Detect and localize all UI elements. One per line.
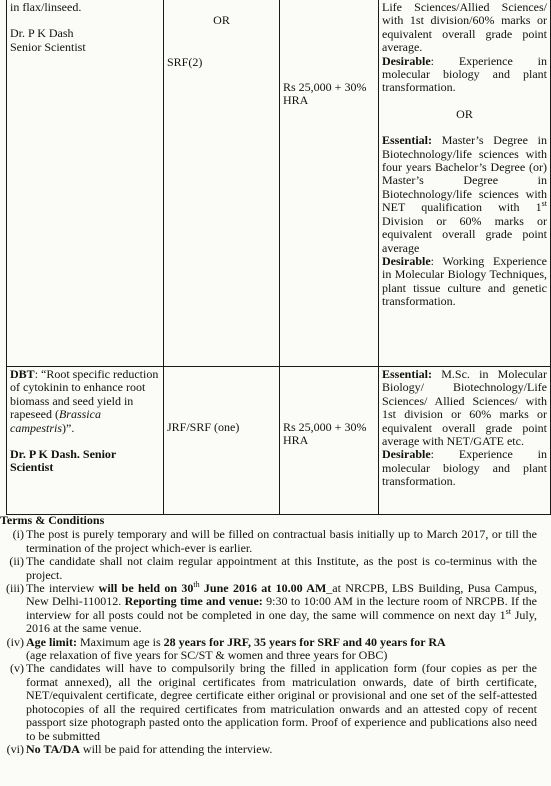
pay-value: Rs 25,000 + 30% HRA (283, 420, 367, 448)
superscript: th (193, 580, 200, 590)
desirable-text: : Experience in molecular biology and plant transformation. (382, 53, 547, 95)
qualification-cell (379, 367, 551, 515)
superscript: st (541, 199, 547, 209)
project-title: in flax/linseed. (10, 0, 82, 14)
superscript: st (505, 606, 511, 616)
term-number: (iv) (6, 634, 24, 649)
desirable-text: : Experience in molecular biology and plant transformation. (382, 447, 547, 489)
essential-text: M.Sc. in Molecular Biology/ Biotechnology/Life Sciences/ Allied Sciences/ with 1st division or 60% marks or equivalent overall grade point average with NET/GATE etc. (382, 367, 547, 449)
pi-role: Senior Scientist (10, 39, 86, 54)
pay-value: Rs 25,000 + 30% HRA (283, 80, 367, 108)
essential-text: Master’s Degree in Biotechnology/life sciences with four years Bachelor’s Degree (or) Master’s Degree in Biotechnology/life sciences with NET qualification with 1 (382, 133, 547, 215)
term-item (0, 555, 551, 582)
essential-label: Essential: (382, 367, 433, 381)
desirable-label: Desirable (382, 447, 431, 462)
reporting-label: Reporting time and venue: (124, 594, 263, 609)
positions-table (6, 0, 551, 515)
post-name: JRF/SRF (one) (167, 420, 240, 434)
interview-date: will be held on 30 (98, 581, 194, 596)
table-row (7, 367, 551, 515)
or-label: OR (456, 106, 473, 121)
essential-text-end: Division or 60% marks or equivalent overall grade point average (382, 213, 547, 255)
species-name: Brassica campestris (10, 407, 101, 435)
pi-name: Dr. P K Dash (10, 26, 74, 41)
no-ta-da: No TA/DA (26, 741, 80, 756)
or-label: OR (213, 13, 230, 27)
pi-name: Dr. P K Dash. Senior Scientist (10, 447, 117, 475)
age-relaxation: (age relaxation of five years for SC/ST & women and three years for OBC) (26, 648, 388, 663)
term-text: will be paid for attending the interview. (79, 741, 273, 756)
pay-cell (280, 0, 379, 367)
term-text: The candidates will have to compulsorily bring the filled in application form (four copies as per the format annexed), all the original certificates from matriculation onwards, date of birth certificate, NET/equivalent certificate, degree certificate either original or provisional and one set of the self-attested photocopies of all the required certificates from matriculation onwards and an attested copy of recent passport size photograph pasted onto the application form. Proof of experience and publications also need to be submitted (26, 661, 537, 743)
term-text: 9:30 to 10:00 AM in the lecture room of NRCPB. If the interview for all posts could not be completed in one day, the same will commence on next day 1 (26, 594, 537, 622)
post-cell (164, 0, 280, 367)
term-text: The candidate shall not claim regular appointment at this Institute, as the post is co-terminus with the project. (26, 554, 537, 582)
terms-section (0, 514, 551, 756)
term-text: The post is purely temporary and will be filled on contractual basis initially up to March 2017, or till the termination of the project which-ever is earlier. (26, 527, 537, 555)
term-text: Maximum age is (76, 634, 164, 649)
project-title: : “Root specific reduction of cytokinin to enhance root biomass and seed yield in rapeseed ( (10, 367, 159, 422)
post-name: SRF(2) (167, 55, 203, 70)
project-title-end: )”. (62, 420, 75, 435)
term-number: (i) (12, 527, 24, 542)
term-item (0, 636, 551, 663)
desirable-text: : Working Experience in Molecular Biology Techniques, plant tissue culture and genetic transformation. (382, 253, 547, 309)
term-text: The interview (26, 581, 99, 596)
term-number: (iii) (6, 581, 24, 596)
term-text: July, 2016 at the same venue. (26, 607, 537, 636)
pay-cell (280, 367, 379, 515)
age-limit-label: Age limit: (26, 634, 77, 649)
desirable-label: Desirable (382, 53, 431, 68)
project-cell (7, 0, 164, 367)
qualification-text: Life Sciences/Allied Sciences/ with 1st division/60% marks or equivalent overall grade point average. (382, 0, 547, 55)
essential-label: Essential: (382, 133, 433, 148)
term-number: (v) (10, 661, 24, 676)
age-limits: 28 years for JRF, 35 years for SRF and 40 years for RA (163, 634, 446, 649)
interview-time: June 2016 at 10.00 AM (199, 581, 327, 596)
table-row (7, 0, 551, 367)
term-item (0, 743, 551, 756)
term-item (0, 582, 551, 636)
project-cell (7, 367, 164, 515)
term-item (0, 662, 551, 742)
qualification-cell (379, 0, 551, 367)
desirable-label: Desirable (382, 253, 431, 268)
terms-heading: Terms & Conditions (0, 513, 105, 527)
funding-agency: DBT (10, 367, 35, 381)
post-cell (164, 367, 280, 515)
term-number: (ii) (9, 554, 24, 569)
term-text: _at NRCPB, LBS Building, Pusa Campus, New Delhi-110012. (26, 581, 537, 609)
term-number: (vi) (6, 741, 24, 756)
term-item (0, 528, 551, 555)
